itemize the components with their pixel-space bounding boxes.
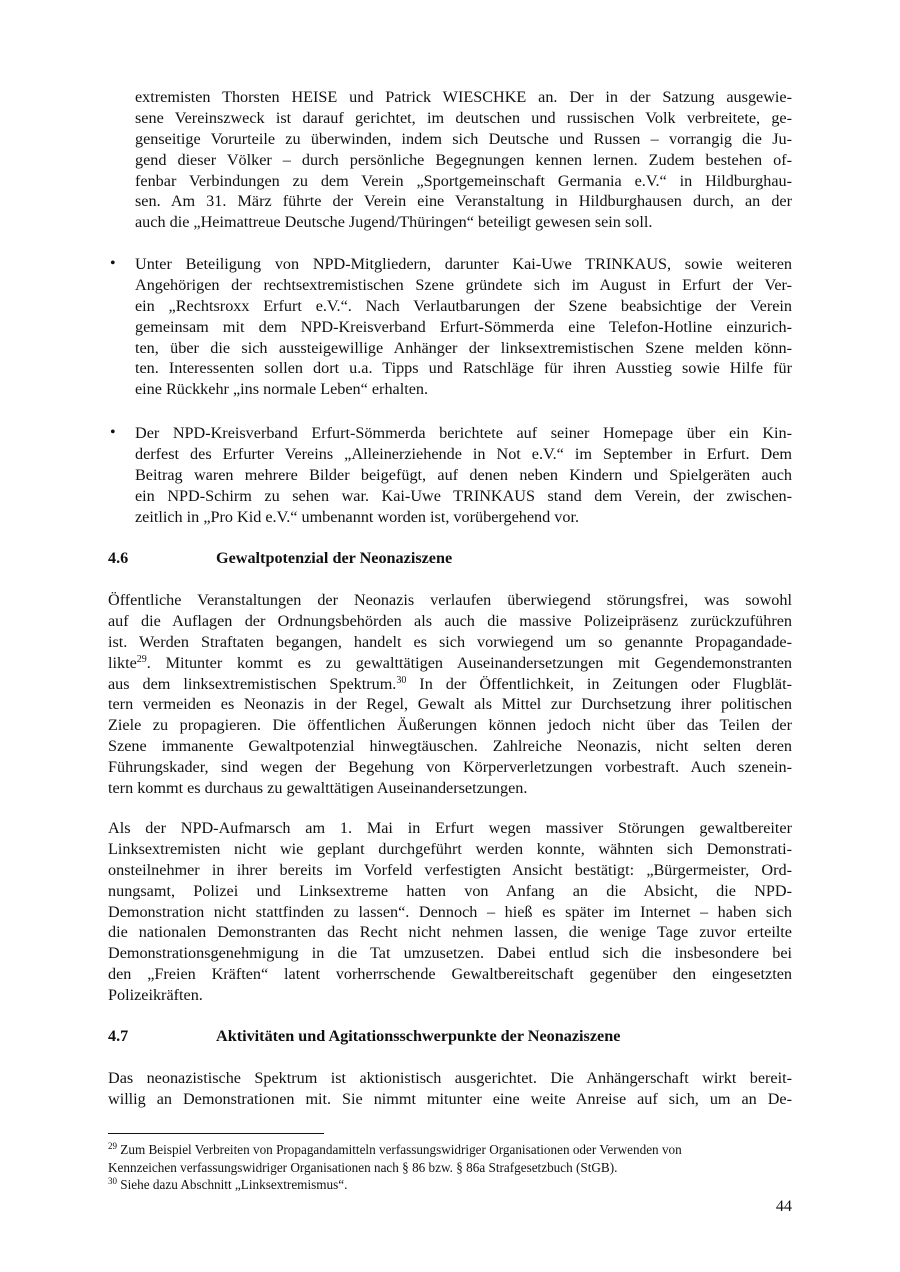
text-line: ten, über die sich aussteigewillige Anhänger der linksextremistischen Szene melden könn- — [135, 338, 792, 357]
text-line: tern vermeiden es Neonazis in der Regel, Gewalt als Mittel zur Durchsetzung ihrer politischen — [108, 695, 792, 714]
text-line-with-footnote — [108, 674, 792, 695]
bullet-marker: • — [110, 255, 116, 272]
text-line: Öffentliche Veranstaltungen der Neonazis verlaufen überwiegend störungsfrei, was sowohl — [108, 591, 792, 609]
text-line: auf die Auflagen der Ordnungsbehörden als auch die massive Polizeipräsenz zurückzuführen — [108, 611, 792, 630]
section-heading-4-6 — [108, 547, 792, 569]
text-line: Polizeikräften. — [108, 986, 203, 1005]
section-title: Gewaltpotenzial der Neonaziszene — [216, 549, 453, 567]
text-line: ein NPD-Schirm zu sehen war. Kai-Uwe TRINKAUS stand dem Verein, der zwischen- — [135, 486, 792, 505]
footnote-number: 29 — [108, 1141, 117, 1151]
footnote-separator — [108, 1133, 324, 1134]
text-line: extremisten Thorsten HEISE und Patrick WIESCHKE an. Der in der Satzung ausgewie- — [135, 88, 792, 106]
text-line: den „Freien Kräften“ latent vorherrschende Gewaltbereitschaft gegenüber den eingesetzten — [108, 965, 792, 984]
footnote-text: Zum Beispiel Verbreiten von Propagandamitteln verfassungswidriger Organisationen oder Verwenden von — [117, 1142, 682, 1157]
text-line: nungsamt, Polizei und Linksextreme hatten von Anfang an die Absicht, die NPD- — [108, 881, 792, 900]
text-line: eine Rückkehr „ins normale Leben“ erhalten. — [135, 380, 429, 399]
text-line: zeitlich in „Pro Kid e.V.“ umbenannt worden ist, vorübergehend vor. — [135, 507, 580, 526]
text-line: Beitrag waren mehrere Bilder beigefügt, auf denen neben Kindern und Spielgeräten auch — [135, 465, 792, 484]
text-line: Das neonazistische Spektrum ist aktionistisch ausgerichtet. Die Anhängerschaft wirkt bereit- — [108, 1069, 792, 1087]
footnote-ref-30[interactable]: 30 — [396, 674, 407, 686]
paragraph-gewaltpotenzial — [108, 590, 792, 799]
bullet-item-rechtsroxx — [135, 254, 792, 400]
text-line: sen. Am 31. März führte der Verein eine Veranstaltung in Hildburghausen durch, an der — [135, 192, 792, 211]
text-line: ist. Werden Straftaten begangen, handelt es sich vorwiegend um so genannte Propagandade- — [108, 632, 792, 651]
text-line: Szene immanente Gewaltpotenzial hinwegtäuschen. Zahlreiche Neonazis, nicht selten deren — [108, 737, 792, 756]
text-line: Demonstrationsgenehmigung in die Tat umzusetzen. Dabei entlud sich die insbesondere bei — [108, 944, 792, 963]
text-line: Linksextremisten nicht wie geplant durchgeführt werden konnte, wähnten sich Demonstrati- — [108, 839, 792, 858]
footnote-ref-29[interactable]: 29 — [136, 653, 147, 665]
section-number: 4.7 — [108, 1027, 129, 1045]
paragraph-aktivitaeten — [108, 1068, 792, 1110]
footnote-29-continued: Kennzeichen verfassungswidriger Organisationen nach § 86 bzw. § 86a Strafgesetzbuch (StGB). — [108, 1159, 618, 1175]
text-line: Ziele zu propagieren. Die öffentlichen Äußerungen können jedoch nicht über das Teilen der — [108, 716, 792, 735]
text-segment: likte — [108, 653, 137, 672]
text-line: willig an Demonstrationen mit. Sie nimmt mitunter eine weite Anreise auf sich, um an De- — [108, 1089, 792, 1108]
footnote-text: Siehe dazu Abschnitt „Linksextremismus“. — [117, 1177, 348, 1193]
bullet-item-kinderfest — [135, 423, 792, 527]
text-line: Unter Beteiligung von NPD-Mitgliedern, darunter Kai-Uwe TRINKAUS, sowie weiteren — [135, 255, 792, 273]
text-line: Demonstration nicht stattfinden zu lassen“. Dennoch – hieß es später im Internet – haben sich — [108, 902, 792, 921]
paragraph-npd-aufmarsch — [108, 818, 792, 1006]
intro-paragraph — [135, 87, 792, 233]
text-line: tern kommt es durchaus zu gewalttätigen Auseinandersetzungen. — [108, 779, 528, 798]
text-line: gend dieser Völker – durch persönliche Begegnungen kennen lernen. Zudem bestehen of- — [135, 150, 792, 169]
text-line: genseitige Vorurteile zu überwinden, indem sich Deutsche und Russen – vorrangig die Ju- — [135, 129, 792, 148]
section-number: 4.6 — [108, 549, 129, 567]
text-line: auch die „Heimattreue Deutsche Jugend/Thüringen“ beteiligt gewesen sein soll. — [135, 213, 653, 232]
text-line: sene Vereinszweck ist darauf gerichtet, im deutschen und russischen Volk verbreitete, ge- — [135, 108, 792, 127]
text-segment: aus dem linksextremistischen Spektrum. — [108, 674, 397, 693]
text-line: die nationalen Demonstranten das Recht nicht nehmen lassen, die wenige Tage zuvor erteilte — [108, 923, 792, 942]
text-line-with-footnote — [108, 653, 792, 674]
section-heading-4-7 — [108, 1025, 792, 1047]
footnote-number: 30 — [108, 1176, 117, 1187]
text-segment: . Mitunter kommt es zu gewalttätigen Auseinandersetzungen mit Gegendemonstranten — [146, 653, 792, 672]
text-line: Führungskader, sind wegen der Begehung von Körperverletzungen vorbestraft. Auch szenein- — [108, 758, 792, 777]
section-title: Aktivitäten und Agitationsschwerpunkte der Neonaziszene — [216, 1027, 621, 1045]
footnote-29 — [108, 1141, 792, 1159]
text-line: fenbar Verbindungen zu dem Verein „Sportgemeinschaft Germania e.V.“ in Hildburghau- — [135, 171, 792, 190]
text-line: ten. Interessenten sollen dort u.a. Tipps und Ratschläge für ihren Ausstieg sowie Hilfe für — [135, 359, 792, 378]
text-line: Angehörigen der rechtsextremistischen Szene gründete sich im August in Erfurt der Ver- — [135, 275, 792, 294]
text-segment: In der Öffentlichkeit, in Zeitungen oder Flugblät- — [406, 674, 792, 693]
footnote-30 — [108, 1176, 792, 1194]
bullet-marker: • — [110, 424, 116, 441]
text-line: onsteilnehmer in ihrer bereits im Vorfeld verfestigten Ansicht bestätigt: „Bürgermeister, Ord- — [108, 860, 792, 879]
text-line: derfest des Erfurter Vereins „Alleinerziehende in Not e.V.“ im September in Erfurt. Dem — [135, 444, 792, 463]
footnotes — [108, 1141, 792, 1194]
text-line: ein „Rechtsroxx Erfurt e.V.“. Nach Verlautbarungen der Szene beabsichtige der Verein — [135, 296, 792, 315]
text-line: Als der NPD-Aufmarsch am 1. Mai in Erfurt wegen massiver Störungen gewaltbereiter — [108, 819, 792, 837]
page-number: 44 — [775, 1197, 792, 1215]
text-line: Der NPD-Kreisverband Erfurt-Sömmerda berichtete auf seiner Homepage über ein Kin- — [135, 424, 792, 442]
text-line: gemeinsam mit dem NPD-Kreisverband Erfurt-Sömmerda eine Telefon-Hotline einzurich- — [135, 317, 792, 336]
